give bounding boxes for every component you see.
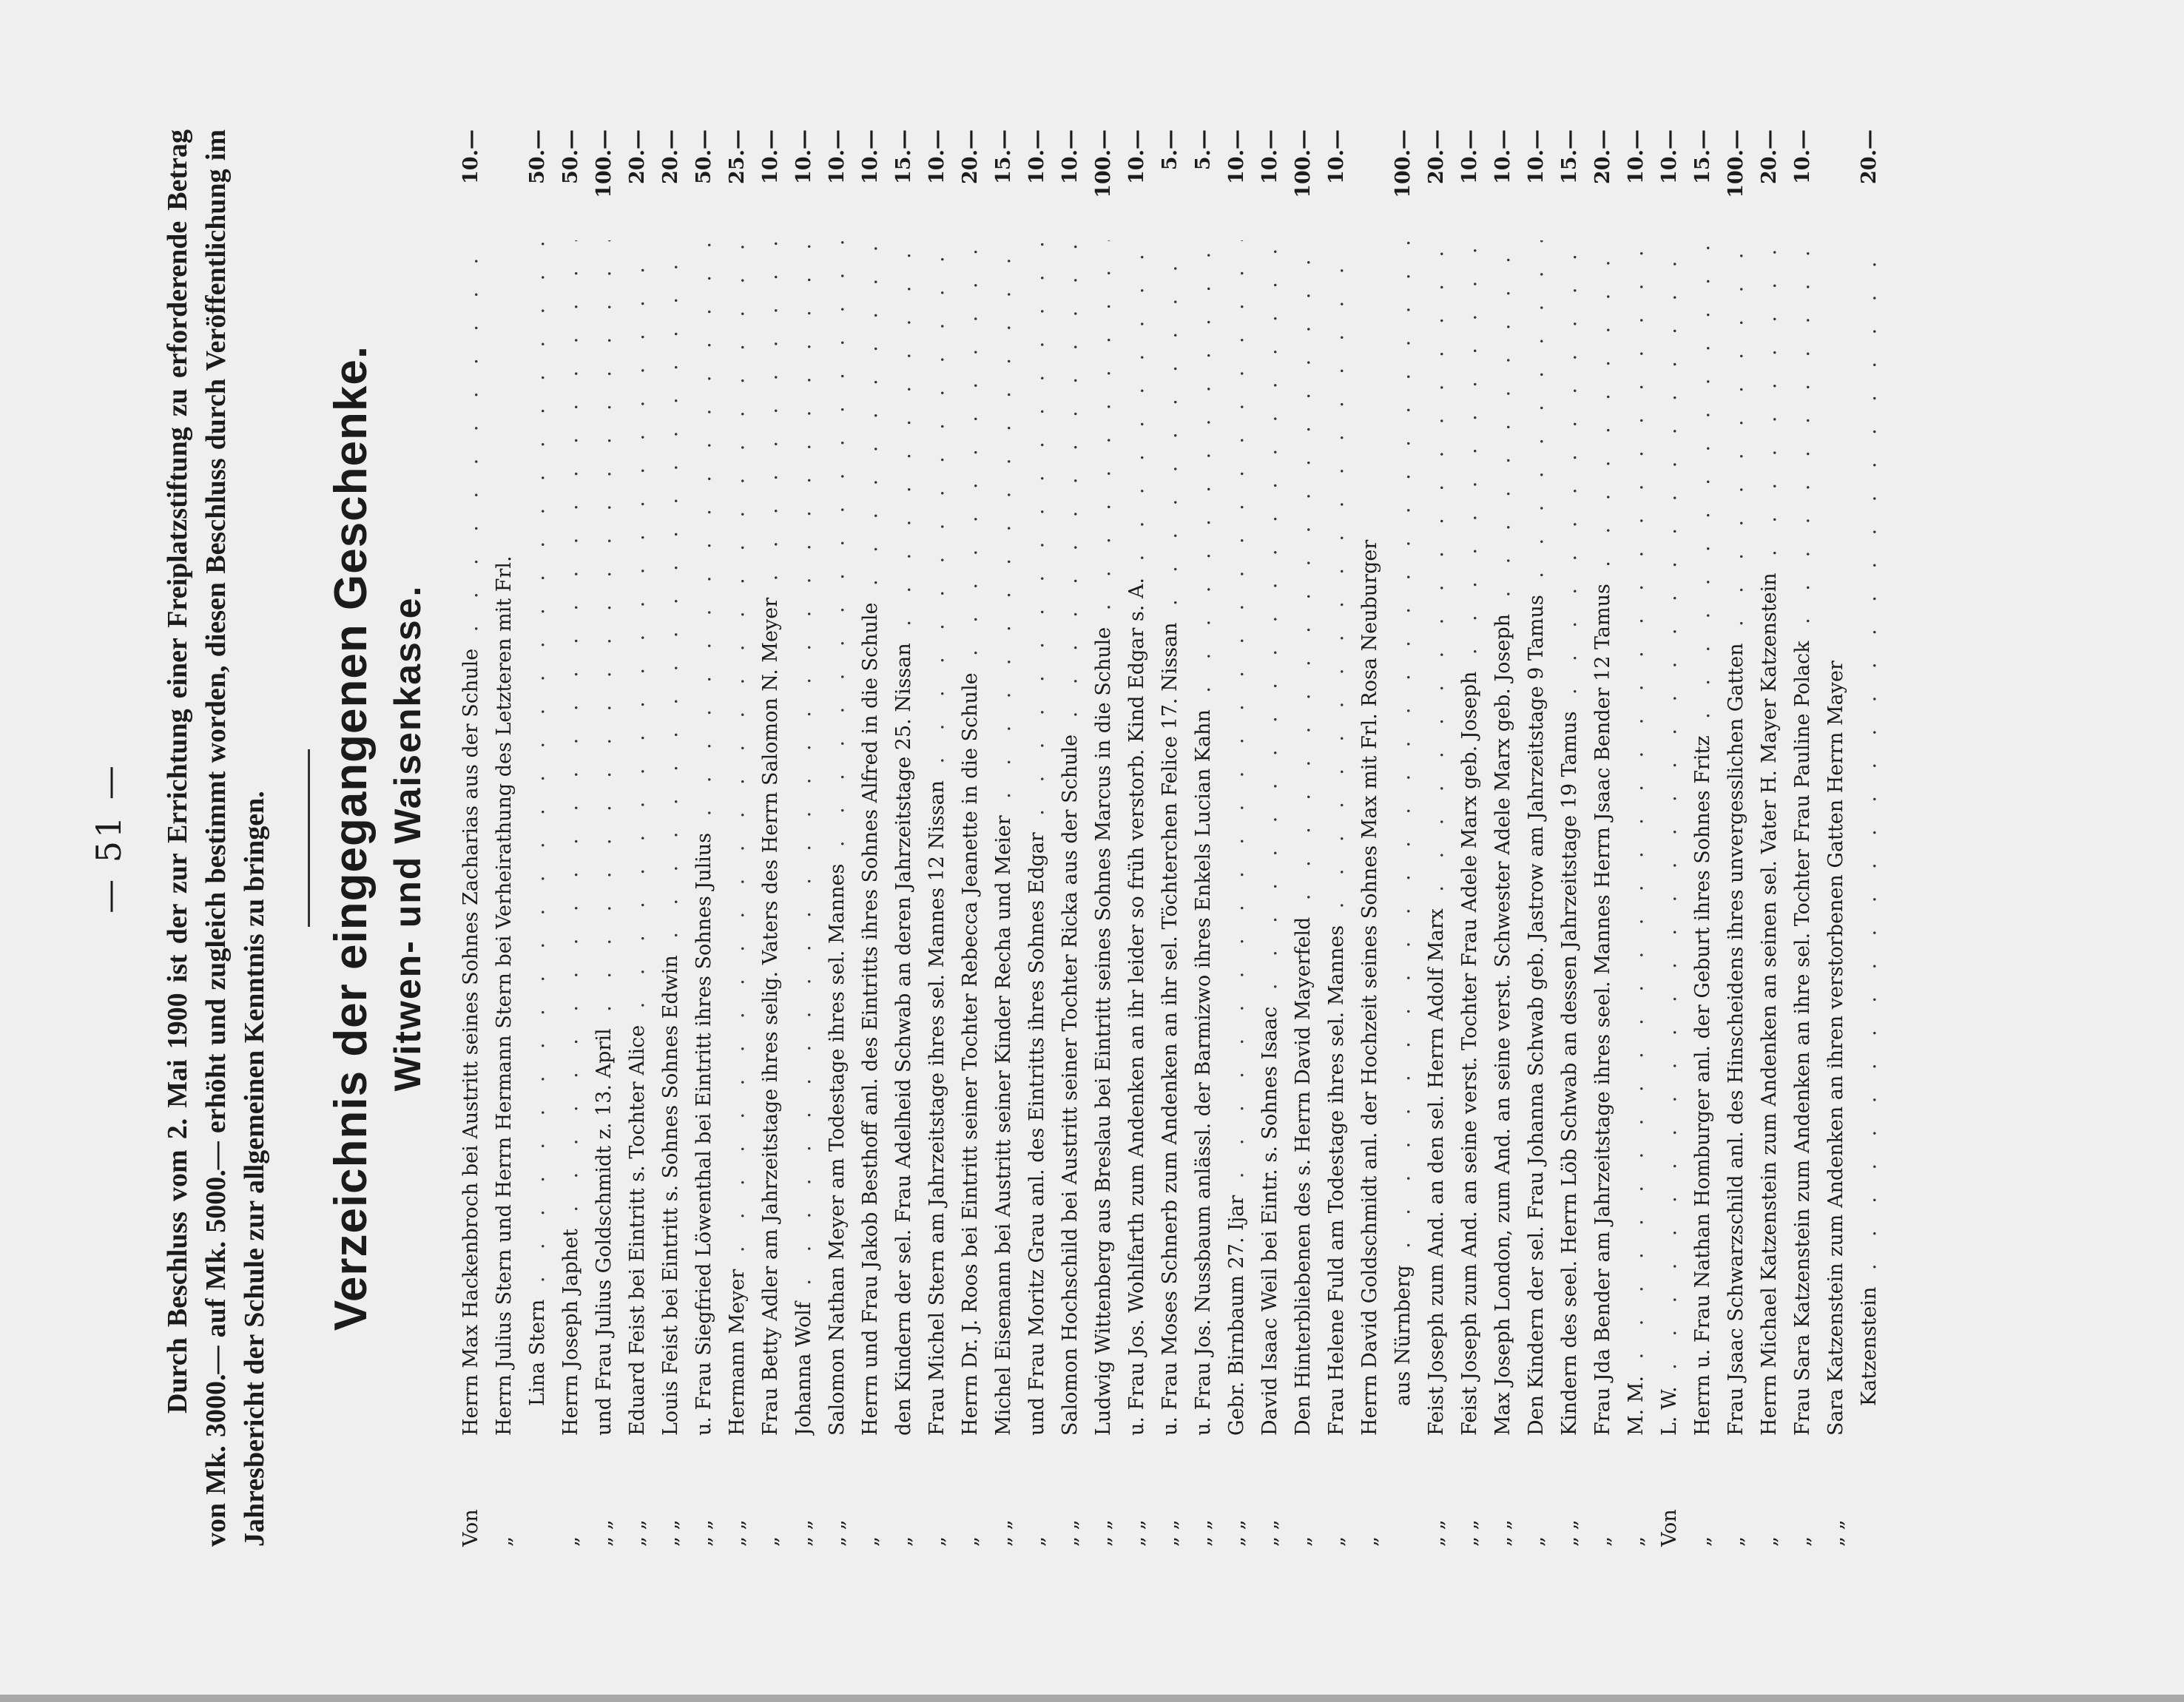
row-prefix: „ (1325, 1536, 1348, 1547)
row-amount: 20.— (659, 129, 682, 184)
row-amount: 50.— (526, 129, 549, 184)
row-prefix: „ „ (692, 1519, 715, 1547)
row-description: Katzenstein . . . (1853, 240, 1886, 1406)
row-amount: 100.— (1392, 129, 1415, 198)
donation-row (1120, 129, 1153, 1547)
row-prefix: „ „ (1492, 1519, 1514, 1547)
donation-row (854, 129, 887, 1547)
donation-row (1719, 129, 1753, 1547)
row-amount: 100.— (593, 129, 616, 198)
row-prefix: „ (1758, 1536, 1781, 1547)
row-description: u. Frau Jos. Wohlfarth zum Andenken an ihr leider so früh verstorb. Kind Edgar s. A. . . . (1120, 240, 1153, 1436)
row-amount: 20.— (626, 129, 649, 184)
row-amount: 10.— (859, 129, 882, 184)
row-prefix: „ „ (1159, 1519, 1182, 1547)
row-amount: 15.— (1691, 129, 1714, 184)
row-prefix: „ „ (1225, 1519, 1248, 1547)
row-prefix: „ „ (1425, 1519, 1448, 1547)
row-description: Ludwig Wittenberg aus Breslau bei Eintritt seines Sohnes Marcus in die Schule . . . (1087, 240, 1120, 1436)
row-prefix: „ (1691, 1536, 1714, 1547)
row-description: Johanna Wolf . . . (787, 240, 820, 1436)
row-amount: 5.— (1159, 129, 1182, 171)
row-prefix: „ (493, 1536, 516, 1547)
row-description: u. Frau Moses Schnerb zum Andenken an ihr sel. Töchterchen Felice 17. Nissan . . . (1153, 240, 1187, 1436)
row-prefix: „ „ (792, 1519, 815, 1547)
row-amount: 10.— (926, 129, 948, 184)
row-prefix: „ „ (826, 1519, 849, 1547)
row-description: Louis Feist bei Eintritt s. Sohnes Sohnes Edwin . . . (654, 240, 687, 1436)
row-description: Herrn David Goldschmidt anl. der Hochzeit seines Sohnes Max mit Frl. Rosa Neuburger (1358, 539, 1381, 1436)
row-amount: 20.— (1758, 129, 1781, 184)
donation-row (1187, 129, 1220, 1547)
row-prefix: „ (926, 1536, 948, 1547)
row-amount: 5.— (1192, 129, 1215, 171)
row-description: Eduard Feist bei Eintritt s. Tochter Alice . . . (621, 240, 654, 1436)
donation-row (1520, 129, 1553, 1547)
row-prefix: „ (1358, 1536, 1381, 1547)
donation-row (1553, 129, 1586, 1547)
row-description: und Frau Moritz Grau anl. des Eintritts ihres Sohnes Edgar . . . (1020, 240, 1054, 1436)
donation-row (820, 129, 854, 1547)
title-rule-top (308, 749, 310, 927)
row-description: L. W. . . . (1653, 240, 1686, 1436)
row-amount: 20.— (959, 129, 982, 184)
row-description: Frau Betty Adler am Jahrzeitstage ihres selig. Vaters des Herrn Salomon N. Meyer . . . (754, 240, 787, 1436)
donation-row (687, 129, 721, 1547)
row-amount: 10.— (1492, 129, 1514, 184)
row-description: Herrn Joseph Japhet . . . (554, 240, 587, 1436)
row-prefix: „ „ (1458, 1519, 1481, 1547)
row-description: Frau Jsaac Schwarzschild anl. des Hinscheidens ihres unvergesslichen Gatten . . . (1719, 240, 1753, 1436)
donation-row (1253, 129, 1287, 1547)
row-description: u. Frau Siegfried Löwenthal bei Eintritt ihres Sohnes Julius . . . (687, 240, 721, 1436)
row-prefix: „ „ (1258, 1519, 1281, 1547)
row-description: Feist Joseph zum And. an seine verst. Tochter Frau Adele Marx geb. Joseph . . . (1453, 240, 1486, 1436)
row-amount: 100.— (1292, 129, 1315, 198)
row-description: Salomon Hochschild bei Austritt seiner Tochter Ricka aus der Schule . . . (1054, 240, 1087, 1436)
row-prefix: „ (1525, 1536, 1548, 1547)
donation-row (621, 129, 654, 1547)
row-prefix: „ (1591, 1536, 1614, 1547)
row-description: Herrn Max Hackenbroch bei Austritt seines Sohnes Zacharias aus der Schule . . . (454, 240, 488, 1436)
donation-row (1753, 129, 1786, 1547)
donation-row (1153, 129, 1187, 1547)
row-prefix: „ „ (1558, 1519, 1581, 1547)
row-description: und Frau Julius Goldschmidt z. 13. April . . . (587, 240, 621, 1436)
page-number: — 51 — (89, 763, 129, 914)
row-amount: 100.— (1725, 129, 1747, 198)
intro-paragraph: Durch Beschluss vom 2. Mai 1900 ist der zur Errichtung einer Freiplatzstiftung zu erforderende Betrag von Mk. 3000.— auf Mk. 5000.— erhöht und zugleich bestimmt worden, diesen Beschluss durch Veröffentlichung im Jahresbericht der Schule zur allgemeinen Kenntnis zu bringen. (162, 129, 270, 1547)
donation-row (1653, 129, 1686, 1547)
row-description: den Kindern der sel. Frau Adelheid Schwab an deren Jahrzeitstage 25. Nissan . . . (887, 240, 920, 1436)
row-prefix: „ (559, 1536, 582, 1547)
donation-row (1453, 129, 1486, 1547)
donation-row (1486, 129, 1520, 1547)
donation-row (1353, 129, 1386, 1547)
donation-row (754, 129, 787, 1547)
donation-row (1054, 129, 1087, 1547)
row-amount: 15.— (892, 129, 915, 184)
row-prefix: „ (892, 1536, 915, 1547)
donation-row (654, 129, 687, 1547)
row-prefix: „ (1725, 1536, 1747, 1547)
row-prefix: „ (859, 1536, 882, 1547)
donation-row (987, 129, 1020, 1547)
row-prefix: „ (959, 1536, 982, 1547)
donation-row (1819, 129, 1853, 1547)
donation-list (454, 129, 1886, 1547)
row-description: Herrn Dr. J. Roos bei Eintritt seiner Tochter Rebecca Jeanette in die Schule . . . (954, 240, 987, 1436)
donation-row (787, 129, 820, 1547)
row-amount: 10.— (1225, 129, 1248, 184)
row-description: u. Frau Jos. Nussbaum anlässl. der Barmizwo ihres Enkels Lucian Kahn . . . (1187, 240, 1220, 1436)
row-description: David Isaac Weil bei Eintr. s. Sohnes Isaac . . . (1253, 240, 1287, 1436)
donation-row (1287, 129, 1320, 1547)
donation-row (1686, 129, 1719, 1547)
donation-row (488, 129, 521, 1547)
row-amount: 10.— (792, 129, 815, 184)
row-amount: 15.— (1558, 129, 1581, 184)
row-amount: 10.— (459, 129, 482, 184)
row-prefix: „ (1791, 1536, 1814, 1547)
row-prefix: Von (1658, 1509, 1681, 1547)
row-amount: 10.— (1125, 129, 1148, 184)
row-prefix: „ „ (1125, 1519, 1148, 1547)
row-description: Herrn u. Frau Nathan Homburger anl. der Geburt ihres Sohnes Fritz . . . (1686, 240, 1719, 1436)
row-prefix: „ „ (1092, 1519, 1115, 1547)
donation-row (954, 129, 987, 1547)
row-amount: 10.— (1525, 129, 1548, 184)
row-prefix: „ „ (593, 1519, 616, 1547)
row-amount: 50.— (559, 129, 582, 184)
donation-row (1620, 129, 1653, 1547)
row-description: Lina Stern . . . (521, 240, 554, 1406)
donation-row (554, 129, 587, 1547)
row-amount: 10.— (826, 129, 849, 184)
row-amount: 100.— (1092, 129, 1115, 198)
row-prefix: „ (1025, 1536, 1048, 1547)
row-description: Frau Sara Katzenstein zum Andenken an ihre sel. Tochter Frau Pauline Polack . . . (1786, 240, 1819, 1436)
row-description: Frau Helene Fuld am Todestage ihres sel. Mannes . . . (1320, 240, 1353, 1436)
donation-row (521, 129, 554, 1547)
donation-row (1586, 129, 1620, 1547)
donation-row (454, 129, 488, 1547)
row-amount: 10.— (1325, 129, 1348, 184)
row-description: Den Hinterbliebenen des s. Herrn David Mayerfeld . . . (1287, 240, 1320, 1436)
row-prefix: Von (459, 1509, 482, 1547)
donation-row (920, 129, 954, 1547)
title-block (308, 129, 429, 1547)
row-amount: 20.— (1858, 129, 1881, 184)
row-description: aus Nürnberg . . . (1386, 240, 1420, 1406)
row-prefix: „ „ (1192, 1519, 1215, 1547)
row-amount: 10.— (1059, 129, 1082, 184)
page-subtitle: Witwen- und Waisenkasse. (387, 584, 428, 1092)
row-amount: 15.— (992, 129, 1015, 184)
donation-row (1420, 129, 1453, 1547)
row-description: Michel Eisemann bei Austritt seiner Kinder Recha und Meier . . . (987, 240, 1020, 1436)
page-title: Verzeichnis der eingegangenen Geschenke. (326, 345, 377, 1331)
row-amount: 10.— (1658, 129, 1681, 184)
donation-row (1853, 129, 1886, 1547)
donation-row (1087, 129, 1120, 1547)
row-amount: 10.— (1625, 129, 1648, 184)
donation-row (587, 129, 621, 1547)
row-description: Salomon Nathan Meyer am Todestage ihres sel. Mannes . . . (820, 240, 854, 1436)
row-amount: 10.— (1025, 129, 1048, 184)
row-description: Feist Joseph zum And. an den sel. Herrn Adolf Marx . . . (1420, 240, 1453, 1436)
row-description: Den Kindern der sel. Frau Johanna Schwab geb. Jastrow am Jahrzeitstage 9 Tamus . . . (1520, 240, 1553, 1436)
row-description: Hermann Meyer . . . (721, 240, 754, 1436)
row-description: Herrn Julius Stern und Herrn Hermann Stern bei Verheirathung des Letzteren mit Frl. (493, 555, 516, 1436)
donation-row (721, 129, 754, 1547)
row-description: Kindern des seel. Herrn Löb Schwab an dessen Jahrzeitstage 19 Tamus . . . (1553, 240, 1586, 1436)
row-prefix: „ (1292, 1536, 1315, 1547)
row-prefix: „ (1625, 1536, 1648, 1547)
row-amount: 10.— (1791, 129, 1814, 184)
row-prefix: „ „ (1824, 1519, 1847, 1547)
row-amount: 25.— (726, 129, 749, 184)
row-prefix: „ „ (1059, 1519, 1082, 1547)
row-description: Herrn Michael Katzenstein zum Andenken an seinen sel. Vater H. Mayer Katzenstein . . . (1753, 240, 1786, 1436)
row-description: Frau Michel Stern am Jahrzeitstage ihres sel. Mannes 12 Nissan . . . (920, 240, 954, 1436)
donation-row (1786, 129, 1819, 1547)
row-amount: 20.— (1591, 129, 1614, 184)
donation-row (1020, 129, 1054, 1547)
row-amount: 10.— (1458, 129, 1481, 184)
donation-row (1386, 129, 1420, 1547)
row-description: M. M. . . . (1620, 240, 1653, 1436)
row-prefix: „ „ (659, 1519, 682, 1547)
donation-row (1220, 129, 1253, 1547)
row-amount: 10.— (759, 129, 782, 184)
row-amount: 50.— (692, 129, 715, 184)
row-prefix: „ „ (626, 1519, 649, 1547)
row-description: Frau Jda Bender am Jahrzeitstage ihres seel. Mannes Herrn Jsaac Bender 12 Tamus . . . (1586, 240, 1620, 1436)
donation-row (1320, 129, 1353, 1547)
row-description: Max Joseph London, zum And. an seine verst. Schwester Adele Marx geb. Joseph . . . (1486, 240, 1520, 1436)
row-description: Herrn und Frau Jakob Besthoff anl. des Eintritts ihres Sohnes Alfred in die Schule . . . (854, 240, 887, 1436)
row-prefix: „ „ (992, 1519, 1015, 1547)
row-amount: 20.— (1425, 129, 1448, 184)
row-description: Gebr. Birnbaum 27. Ijar . . . (1220, 240, 1253, 1436)
donation-row (887, 129, 920, 1547)
row-amount: 10.— (1258, 129, 1281, 184)
row-description: Sara Katzenstein zum Andenken an ihren verstorbenen Gatten Herrn Mayer (1824, 661, 1847, 1436)
row-prefix: „ „ (726, 1519, 749, 1547)
row-prefix: „ (759, 1536, 782, 1547)
